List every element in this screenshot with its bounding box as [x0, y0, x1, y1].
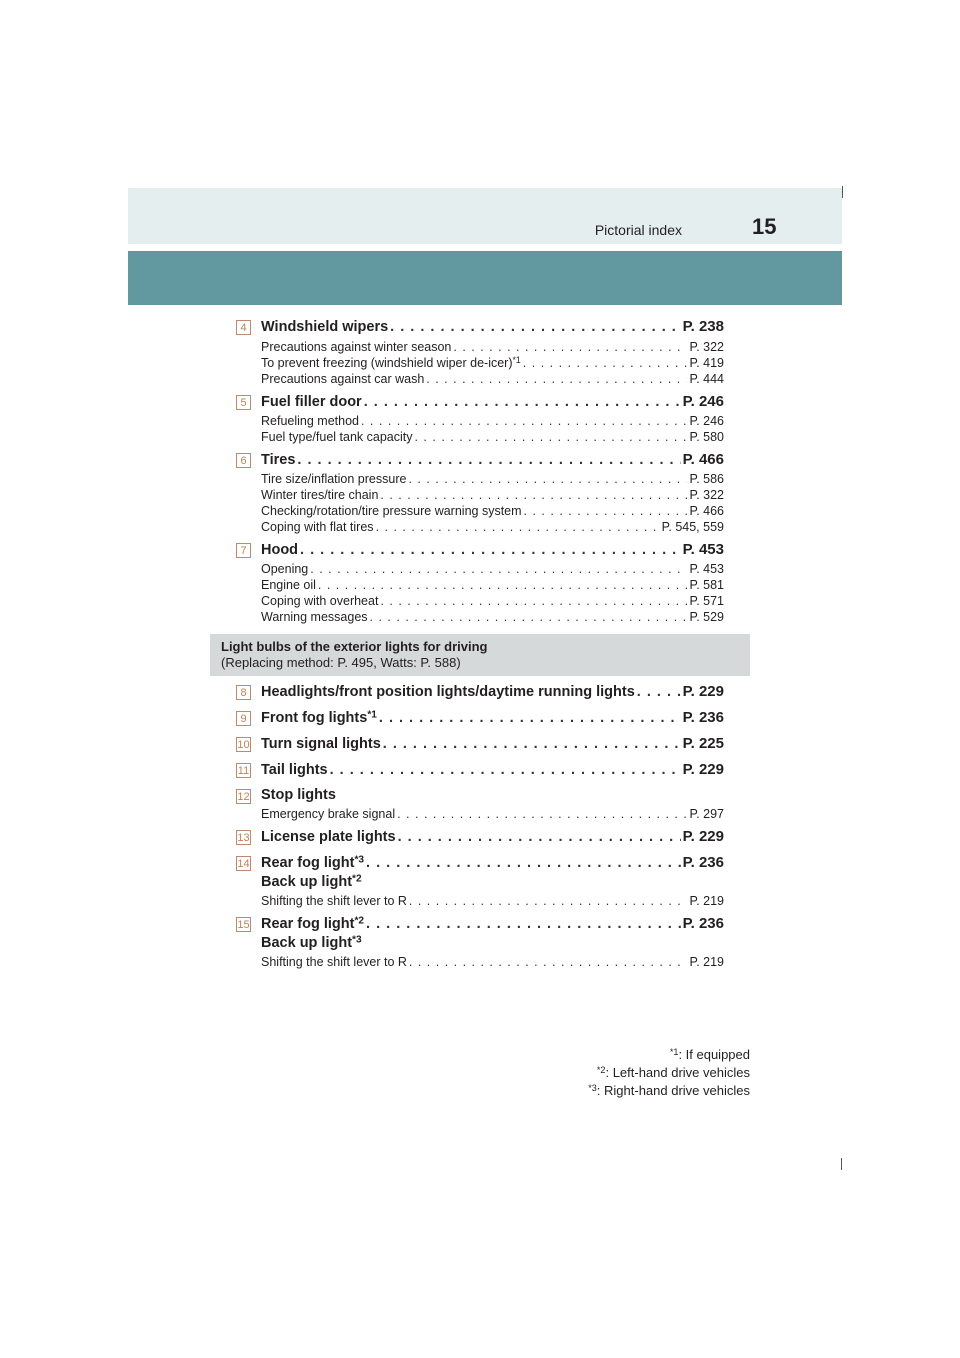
- entry-number: 15: [237, 919, 250, 931]
- sub-label: Checking/rotation/tire pressure warning system: [261, 504, 522, 518]
- sub-label: Warning messages: [261, 610, 368, 624]
- footnote-1: $^{*1}$: If equipped: [669, 1046, 750, 1062]
- page-ref[interactable]: P. 529: [689, 610, 724, 624]
- page-ref[interactable]: P. 246: [689, 414, 724, 428]
- header-band: [128, 188, 842, 244]
- entry-label-2: Back up light$^{*2}$: [261, 873, 362, 890]
- page-ref[interactable]: P. 322: [689, 488, 724, 502]
- entry-number: 9: [236, 711, 251, 726]
- entry-label: Rear fog light$^{*3}$: [261, 854, 365, 871]
- sub-label: To prevent freezing (windshield wiper de-icer)$^{*1}$: [261, 356, 521, 370]
- page-ref[interactable]: P. 466: [689, 504, 724, 518]
- entry-stop-lights: [236, 789, 724, 825]
- entry-label: Front fog lights$^{*1}$: [261, 709, 377, 726]
- page-ref[interactable]: P. 238: [682, 318, 724, 335]
- crop-mark-top: [842, 186, 843, 198]
- entry-front-fog-lights: [236, 711, 724, 731]
- entry-label: License plate lights: [261, 829, 396, 845]
- entry-fuel-filler-door: [236, 395, 724, 447]
- page-ref[interactable]: P. 246: [682, 393, 724, 410]
- sub-label: Tire size/inflation pressure: [261, 472, 407, 486]
- sub-label: Shifting the shift lever to R: [261, 955, 407, 969]
- sub-label: Refueling method: [261, 414, 359, 428]
- footnote-mark: *2: [352, 873, 362, 885]
- page-ref[interactable]: P. 236: [682, 854, 724, 871]
- entry-label: Stop lights: [261, 787, 336, 803]
- entry-number: 5: [236, 395, 251, 410]
- page-ref[interactable]: P. 236: [682, 915, 724, 932]
- entry-number: 6: [236, 453, 251, 468]
- entry-label: Turn signal lights: [261, 736, 381, 752]
- page-ref[interactable]: P. 581: [689, 578, 724, 592]
- entry-label: Tires: [261, 452, 296, 468]
- entry-label: Windshield wipers: [261, 319, 389, 335]
- entry-rear-fog-back-up-rhd: [236, 856, 724, 914]
- entry-number: 11: [237, 765, 250, 777]
- entry-label: Hood: [261, 542, 299, 558]
- sub-label: Precautions against winter season: [261, 340, 452, 354]
- sub-label: Coping with overheat: [261, 594, 379, 608]
- sub-label: Fuel type/fuel tank capacity: [261, 430, 413, 444]
- entry-tires: [236, 453, 724, 539]
- section-title: Pictorial index: [594, 222, 682, 238]
- crop-mark-bottom: [841, 1158, 842, 1170]
- teal-band: [128, 251, 842, 305]
- page-ref[interactable]: P. 322: [689, 340, 724, 354]
- page-ref[interactable]: P. 219: [689, 894, 724, 908]
- page-ref[interactable]: P. 466: [682, 451, 724, 468]
- page-ref[interactable]: P. 419: [689, 356, 724, 370]
- entry-rear-fog-back-up-lhd: [236, 917, 724, 975]
- sub-label: Coping with flat tires: [261, 520, 374, 534]
- page-ref[interactable]: P. 229: [682, 761, 724, 778]
- sub-label: Shifting the shift lever to R: [261, 894, 407, 908]
- page-ref[interactable]: P. 586: [689, 472, 724, 486]
- page-ref[interactable]: P. 225: [682, 735, 724, 752]
- footnote-3: $^{*3}$: Right-hand drive vehicles: [588, 1082, 750, 1098]
- entry-label-2: Back up light$^{*3}$: [261, 934, 362, 951]
- page-ref[interactable]: P. 297: [689, 807, 724, 821]
- entry-number: 14: [237, 858, 250, 870]
- page-ref[interactable]: P. 571: [689, 594, 724, 608]
- page-ref[interactable]: P. 545, 559: [661, 520, 724, 534]
- footnote-mark: *1: [512, 356, 521, 366]
- entry-number: 13: [237, 832, 250, 844]
- footnote-2: $^{*2}$: Left-hand drive vehicles: [596, 1064, 750, 1080]
- entry-number: 7: [236, 543, 251, 558]
- entry-label: Tail lights: [261, 762, 328, 778]
- sub-label: Emergency brake signal: [261, 807, 396, 821]
- entry-number: 8: [236, 685, 251, 700]
- entry-hood: [236, 543, 724, 629]
- entry-number: 4: [236, 320, 251, 335]
- page-number: 15: [752, 214, 777, 239]
- page-ref[interactable]: P. 229: [682, 828, 724, 845]
- page-ref[interactable]: P. 453: [682, 541, 724, 558]
- page-ref[interactable]: P. 580: [689, 430, 724, 444]
- footnote-mark: *2: [354, 915, 365, 927]
- sub-label: Engine oil: [261, 578, 316, 592]
- entry-tail-lights: [236, 763, 724, 783]
- entry-headlights: [236, 685, 724, 705]
- footnote-mark: *3: [352, 934, 362, 946]
- page-ref[interactable]: P. 453: [689, 562, 724, 576]
- entry-turn-signal-lights: [236, 737, 724, 757]
- page-ref[interactable]: P. 236: [682, 709, 724, 726]
- sub-label: Precautions against car wash: [261, 372, 425, 386]
- light-bulbs-title: Light bulbs of the exterior lights for driving: [221, 639, 488, 654]
- entry-windshield-wipers: [236, 320, 724, 390]
- page-ref[interactable]: P. 444: [689, 372, 724, 386]
- entry-number: 10: [237, 739, 250, 751]
- entry-label: Rear fog light$^{*2}$: [261, 915, 365, 932]
- light-bulbs-subtitle: (Replacing method: P. 495, Watts: P. 588): [221, 655, 461, 670]
- sub-label: Winter tires/tire chain: [261, 488, 379, 502]
- entry-label: Fuel filler door: [261, 394, 362, 410]
- footnote-mark: *3: [354, 854, 365, 866]
- page-ref[interactable]: P. 219: [689, 955, 724, 969]
- page-ref[interactable]: P. 229: [682, 683, 724, 700]
- footnote-mark: *1: [367, 709, 377, 721]
- entry-license-plate-lights: [236, 830, 724, 850]
- entry-label: Headlights/front position lights/daytime running lights: [261, 684, 635, 700]
- sub-label: Opening: [261, 562, 309, 576]
- entry-number: 12: [237, 791, 250, 803]
